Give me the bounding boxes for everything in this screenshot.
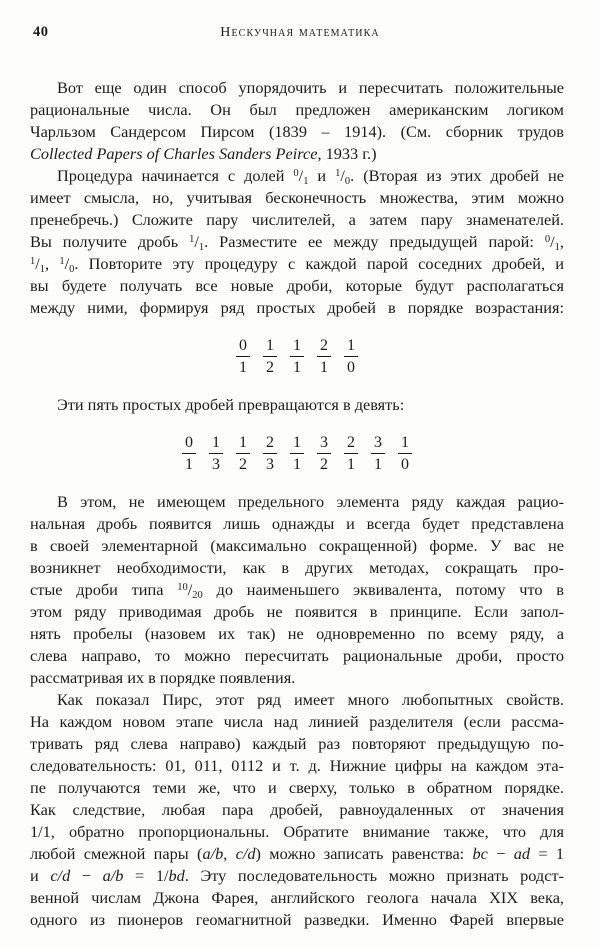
text-line: рассматривая их в порядке появления. xyxy=(30,668,296,687)
fraction xyxy=(290,433,304,474)
fraction xyxy=(398,433,412,474)
fraction-numerator: 1 xyxy=(236,433,250,454)
fraction xyxy=(317,433,331,474)
fraction-numerator: 3 xyxy=(371,433,385,454)
fraction-numerator: 1 xyxy=(263,336,277,357)
fraction-numerator: 1 xyxy=(398,433,412,454)
paragraph xyxy=(30,689,564,931)
fraction-numerator: 1 xyxy=(209,433,223,454)
page-number: 40 xyxy=(33,24,49,40)
text-line: нять пробелы (назовем их так) не одновременно по всему ряду, а xyxy=(30,624,564,643)
text-line: Вот еще один способ упорядочить и пересчитать положительные xyxy=(57,78,564,97)
fraction xyxy=(209,433,223,474)
text-line: Как следствие, любая пара дробей, равноудаленных от значения xyxy=(30,800,564,819)
text-line: пе получаются теми же, что и сверху, только в обратном порядке. xyxy=(30,778,564,797)
text-line: следовательность: 01, 011, 0112 и т. д. Нижние цифры на каждом эта- xyxy=(30,756,564,775)
fraction-denominator: 0 xyxy=(347,359,355,376)
text-line: $^1/_1$, $^1/_0$. Повторите эту процедуру с каждой парой соседних дробей, и xyxy=(30,254,565,275)
text-line: и c/d − a/b = 1/bd. Эту последовательность можно признать родст- xyxy=(30,866,564,885)
fraction-denominator: 3 xyxy=(266,456,274,473)
text-line: Чарльзом Сандерсом Пирсом (1839 – 1914). (См. сборник трудов xyxy=(30,122,564,141)
paragraph xyxy=(30,165,564,319)
fraction-numerator: 2 xyxy=(344,433,358,454)
text-line: В этом, не имеющем предельного элемента ряду каждая рацио- xyxy=(57,492,564,511)
text-line: На каждом новом этапе числа над линией разделителя (если рассма- xyxy=(30,712,564,731)
fraction xyxy=(290,336,304,377)
paragraph xyxy=(30,491,564,689)
text-line: слева направо, то можно пересчитать рациональные дроби, просто xyxy=(30,646,564,665)
fraction-row xyxy=(30,433,564,474)
fraction-denominator: 0 xyxy=(401,456,409,473)
page-header xyxy=(0,0,600,43)
text-line: между ними, формируя ряд простых дробей в порядке возрастания: xyxy=(30,298,564,317)
running-title: Нескучная математика xyxy=(220,25,380,40)
text-line: в своей элементарной (максимально сокращенной) форме. У вас не xyxy=(30,536,564,555)
fraction-numerator: 2 xyxy=(317,336,331,357)
text-line: нальная дробь появится лишь однажды и всегда будет представлена xyxy=(30,514,564,533)
text-line: имеет смысла, но, учитывая бесконечность множества, этим можно xyxy=(30,188,564,207)
fraction-denominator: 2 xyxy=(239,456,247,473)
text-line: 1/1, обратно пропорциональны. Обратите внимание также, что для xyxy=(30,822,564,841)
text-line: Процедура начинается с долей $^0/_1$ и $^1/_0$. (Вторая из этих дробей не xyxy=(57,166,564,187)
fraction-denominator: 2 xyxy=(266,359,274,376)
text-line: одного из пионеров геомагнитной разведки. Именно Фарей впервые xyxy=(30,910,564,929)
fraction-denominator: 1 xyxy=(239,359,247,376)
fraction-numerator: 3 xyxy=(317,433,331,454)
text-line: Как показал Пирс, этот ряд имеет много любопытных свойств. xyxy=(57,690,564,709)
fraction-denominator: 1 xyxy=(347,456,355,473)
fraction-denominator: 1 xyxy=(374,456,382,473)
text-line: тривать ряд слева направо) каждый раз повторяют предыдущую по- xyxy=(30,734,564,753)
fraction xyxy=(236,336,250,377)
text-line: Вы получите дробь $^1/_1$. Разместите ее между предыдущей парой: $^0/_1$, xyxy=(30,232,564,253)
text-line: возникнет необходимости, как в других методах, сокращать про- xyxy=(30,558,564,577)
text-line: венной числам Джона Фарея, английского геолога начала XIX века, xyxy=(30,888,564,907)
fraction xyxy=(317,336,331,377)
fraction-numerator: 1 xyxy=(290,433,304,454)
fraction-numerator: 2 xyxy=(263,433,277,454)
fraction-denominator: 1 xyxy=(185,456,193,473)
text-line: стые дроби типа $^{10}/_{20}$ до наименьшего эквивалента, потому что в xyxy=(30,580,564,601)
fraction xyxy=(182,433,196,474)
text-line: любой смежной пары (a/b, c/d) можно записать равенства: bc − ad = 1 xyxy=(30,844,565,863)
fraction xyxy=(263,433,277,474)
fraction-numerator: 1 xyxy=(290,336,304,357)
fraction xyxy=(236,433,250,474)
fraction xyxy=(344,433,358,474)
fraction-numerator: 0 xyxy=(182,433,196,454)
fraction-denominator: 2 xyxy=(320,456,328,473)
text-line: пренебречь.) Сложите пару числителей, а затем пару знаменателей. xyxy=(30,210,564,229)
fraction-denominator: 1 xyxy=(293,359,301,376)
fraction xyxy=(371,433,385,474)
fraction-numerator: 0 xyxy=(236,336,250,357)
fraction-denominator: 3 xyxy=(212,456,220,473)
text-line: Эти пять простых дробей превращаются в девять: xyxy=(57,395,405,414)
text-line: рациональные числа. Он был предложен американским логиком xyxy=(30,100,564,119)
fraction-denominator: 1 xyxy=(320,359,328,376)
text-line: Collected Papers of Charles Sanders Peirce, 1933 г.) xyxy=(30,144,377,163)
text-line: вы будете получать все новые дроби, которые будут располагаться xyxy=(30,276,564,295)
fraction-row xyxy=(30,336,564,377)
fraction xyxy=(263,336,277,377)
paragraph xyxy=(30,394,564,416)
paragraph xyxy=(30,77,564,165)
text-line: этом ряду приводимая дробь не появится в принципе. Если запол- xyxy=(30,602,564,621)
fraction-numerator: 1 xyxy=(344,336,358,357)
fraction-denominator: 1 xyxy=(293,456,301,473)
fraction xyxy=(344,336,358,377)
page-body xyxy=(30,77,564,931)
